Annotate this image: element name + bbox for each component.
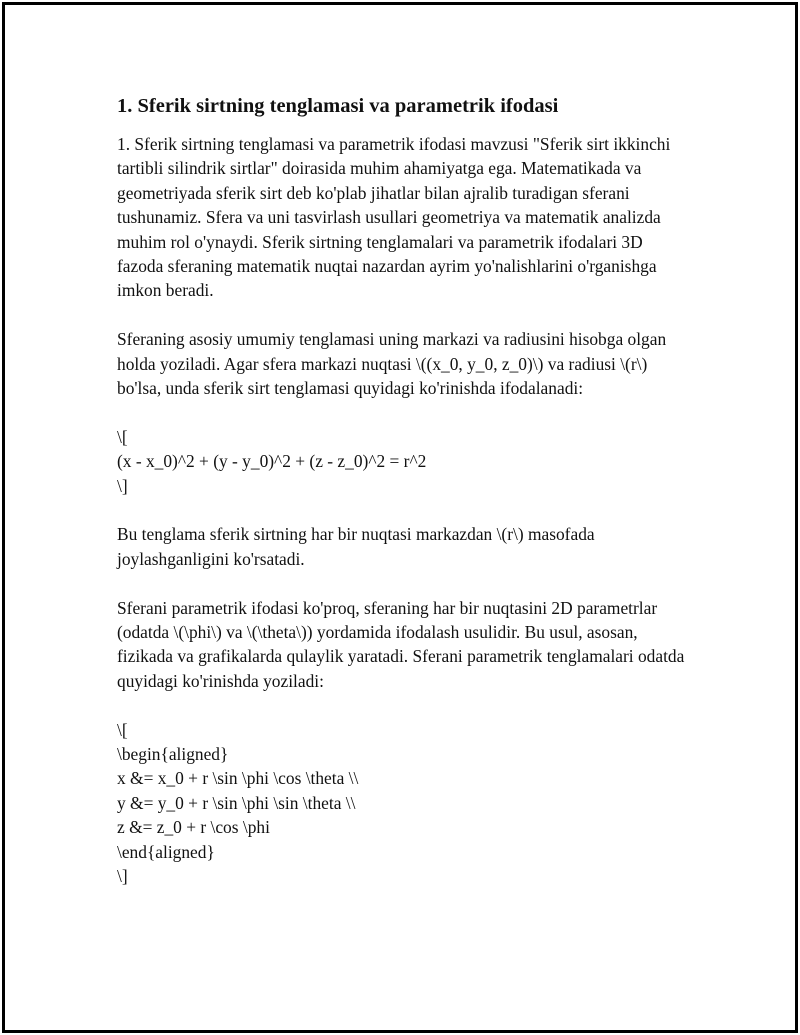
paragraph-equation-explanation: Bu tenglama sferik sirtning har bir nuqtasi markazdan \(r\) masofada joylashganligini ko'rsatadi. [117, 524, 595, 569]
paragraph-sphere-equation-intro: Sferaning asosiy umumiy tenglamasi uning markazi va radiusini hisobga olgan holda yoziladi. Agar sfera markazi nuqtasi \((x_0, y_0, z_0)\) va radiusi \(r\) bo'lsa, unda sferik sirt tenglamasi quyidagi ko'rinishda ifodalanadi: [117, 329, 667, 399]
equation-parametric: \[ \begin{aligned} x &= x_0 + r \sin \phi \cos \theta \\ y &= y_0 + r \sin \phi \sin \theta \\ z &= z_0 + r \cos \phi \end{aligned} \] [117, 719, 359, 887]
paragraph-parametric-intro: Sferani parametrik ifodasi ko'proq, sferaning har bir nuqtasini 2D parametrlar (odatda \(\phi\) va \(\theta\)) yordamida ifodalash usulidir. Bu usul, asosan, fizikada va grafikalarda qulaylik yaratadi. Sferani parametrik tenglamalari odatda quyidagi ko'rinishda yoziladi: [117, 597, 685, 691]
section-heading: 1. Sferik sirtning tenglamasi va parametrik ifodasi [117, 95, 559, 117]
document-body [117, 92, 689, 913]
paragraph-intro: 1. Sferik sirtning tenglamasi va parametrik ifodasi mavzusi "Sferik sirt ikkinchi tartibli silindrik sirtlar" doirasida muhim ahamiyatga ega. Matematikada va geometriyada sferik sirt deb ko'plab jihatlar bilan ajralib turadigan sferani tushunamiz. Sfera va uni tasvirlash usullari geometriya va matematik analizda muhim rol o'ynaydi. Sferik sirtning tenglamalari va parametrik ifodalari 3D fazoda sferaning matematik nuqtai nazardan ayrim yo'nalishlarini o'rganishga imkon beradi. [117, 134, 671, 301]
equation-sphere: \[ (x - x_0)^2 + (y - y_0)^2 + (z - z_0)^2 = r^2 \] [117, 426, 427, 496]
